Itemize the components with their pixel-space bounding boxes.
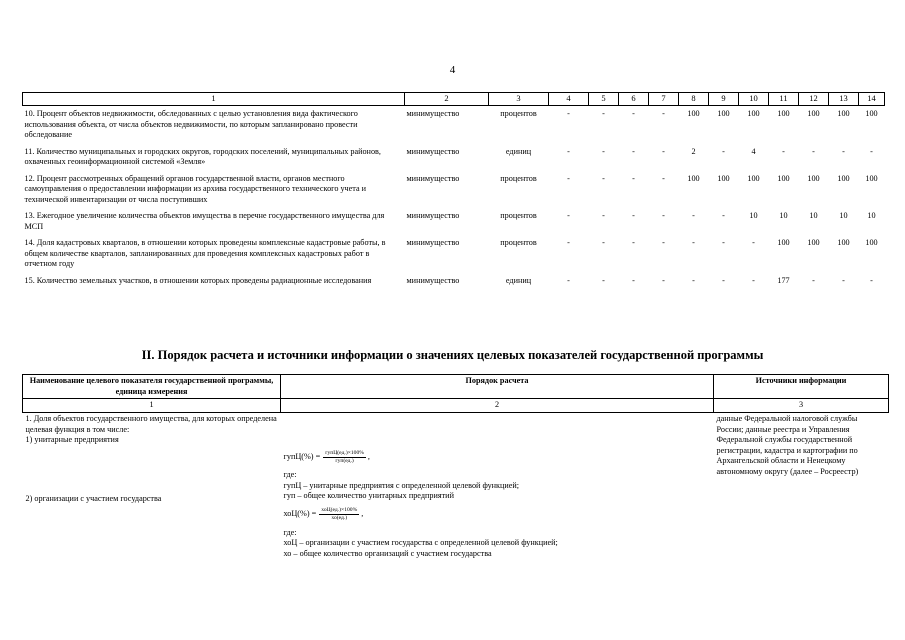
- col-header: 1: [23, 93, 405, 106]
- value-cell: -: [567, 109, 570, 118]
- value-cell: -: [722, 211, 725, 220]
- value-cell: 100: [687, 109, 700, 118]
- col-header-method: Порядок расчета: [281, 375, 714, 399]
- indicator-name: 13. Ежегодное увеличение количества объектов имущества в перечне государственного имущества для МСП: [24, 211, 385, 231]
- value-cell: -: [842, 146, 845, 156]
- sources-cell: данные Федеральной налоговой службы России; данные реестра и Управления Федеральной службы государственной регистрации, кадастра и картографии по Архангельской области и Ненецкому автономному округу (далее – Росреестр): [716, 414, 859, 476]
- value-cell: -: [632, 211, 635, 220]
- formula-organizations: хоЦ(%) = $\frac{\text{хоЦ(ед.)×100\%}}{хо(ед.)}$ ,: [283, 507, 364, 521]
- formula-fraction: [319, 507, 359, 522]
- value-cell: 10: [839, 211, 848, 220]
- indicator-unit: процентов: [500, 238, 537, 247]
- calculation-table: [22, 374, 889, 560]
- formula-unitary: гупЦ(%) = $\frac{\text{гупЦ(ед.)×100\%}}{\text{гуп(ед.)}}$ ,: [283, 449, 370, 464]
- value-cell: 100: [865, 173, 878, 183]
- value-cell: 2: [691, 146, 696, 156]
- value-cell: 10: [779, 211, 788, 220]
- table-row: [23, 208, 885, 235]
- indicator-unit: процентов: [500, 173, 537, 183]
- page-number: 4: [449, 64, 456, 76]
- formula-denominator: хо(ед.): [331, 515, 348, 521]
- indicator-name: 14. Доля кадастровых кварталов, в отношении которых проведены комплексные кадастровые работы, в общем количестве кварталов, запланированных для проведения комплексных кадастровых работ в отчетном году: [24, 238, 386, 268]
- value-cell: 100: [777, 238, 790, 247]
- value-cell: 100: [747, 173, 760, 183]
- value-cell: -: [632, 109, 635, 118]
- table-row: [23, 106, 885, 144]
- value-cell: -: [602, 238, 605, 247]
- value-cell: -: [692, 238, 695, 247]
- col-header: 5: [589, 93, 619, 106]
- value-cell: -: [567, 173, 570, 183]
- indicator-name: 12. Процент рассмотренных обращений органов государственной власти, органов местного самоуправления о предоставлении информации из архива государственного технического учета и технической инвентаризации от числа поступивших: [24, 173, 367, 204]
- value-cell: -: [602, 211, 605, 220]
- col-number: 3: [714, 399, 889, 413]
- value-cell: -: [842, 275, 845, 285]
- definition: гупЦ – унитарные предприятия с определенной целевой функцией;: [283, 480, 520, 490]
- col-header-sources: Источники информации: [714, 375, 889, 399]
- indicator-responsible: минимущество: [406, 275, 460, 285]
- table-row: [23, 235, 885, 273]
- value-cell: 100: [837, 109, 850, 118]
- value-cell: -: [752, 275, 755, 285]
- col-header: 13: [829, 93, 859, 106]
- col-header: 10: [739, 93, 769, 106]
- value-cell: -: [662, 109, 665, 118]
- value-cell: -: [870, 275, 873, 285]
- sub-indicator-organizations: 2) организации с участием государства: [25, 493, 162, 503]
- value-cell: -: [722, 238, 725, 247]
- col-number: 2: [281, 399, 714, 413]
- formula-lhs: гупЦ(%) =: [283, 451, 321, 461]
- table-row: [23, 144, 885, 171]
- value-cell: -: [662, 211, 665, 220]
- value-cell: 10: [867, 211, 876, 220]
- col-number: 1: [23, 399, 281, 413]
- value-cell: 100: [837, 173, 850, 183]
- value-cell: -: [812, 146, 815, 156]
- value-cell: 100: [717, 173, 730, 183]
- value-cell: 177: [777, 275, 790, 285]
- value-cell: 100: [865, 238, 878, 247]
- indicator-unit: единиц: [505, 275, 532, 285]
- value-cell: -: [632, 238, 635, 247]
- value-cell: 100: [807, 109, 820, 118]
- indicator-responsible: минимущество: [406, 109, 460, 118]
- table-row: [23, 413, 889, 561]
- col-header: 9: [709, 93, 739, 106]
- value-cell: 100: [747, 109, 760, 118]
- value-cell: -: [752, 238, 755, 247]
- indicators-table: [22, 92, 885, 289]
- value-cell: -: [602, 173, 605, 183]
- table-row: [23, 273, 885, 290]
- formula-lhs: хоЦ(%) =: [283, 509, 317, 519]
- value-cell: -: [662, 238, 665, 247]
- col-header: 4: [549, 93, 589, 106]
- definition: хоЦ – организации с участием государства с определенной целевой функцией;: [283, 538, 558, 547]
- value-cell: 100: [807, 173, 820, 183]
- sub-indicator-unitary: 1) унитарные предприятия: [25, 435, 119, 444]
- col-header: 6: [619, 93, 649, 106]
- value-cell: -: [567, 211, 570, 220]
- col-header: 3: [489, 93, 549, 106]
- value-cell: 100: [807, 238, 820, 247]
- indicator-responsible: минимущество: [406, 238, 460, 247]
- indicator-unit: единиц: [505, 146, 532, 156]
- indicator-unit: процентов: [500, 211, 537, 220]
- value-cell: 10: [749, 211, 758, 220]
- value-cell: 4: [751, 146, 756, 156]
- value-cell: -: [722, 146, 725, 156]
- indicator-name: 11. Количество муниципальных и городских округов, городских поселений, муниципальных районов, охваченных геоинформационной системой «Земля»: [24, 146, 381, 166]
- value-cell: 100: [687, 173, 700, 183]
- value-cell: -: [567, 146, 570, 156]
- value-cell: -: [662, 275, 665, 285]
- col-header: 11: [769, 93, 799, 106]
- value-cell: -: [662, 173, 665, 183]
- col-header: 14: [859, 93, 885, 106]
- value-cell: -: [632, 173, 635, 183]
- value-cell: -: [870, 146, 873, 156]
- value-cell: 100: [777, 173, 790, 183]
- indicator-title: 1. Доля объектов государственного имущества, для которых определена целевая функция в том числе:: [25, 414, 277, 434]
- value-cell: -: [567, 275, 570, 285]
- value-cell: -: [692, 211, 695, 220]
- table-row: [23, 171, 885, 209]
- value-cell: 100: [865, 109, 878, 118]
- definition: гуп – общее количество унитарных предприятий: [283, 491, 454, 500]
- calculation-header-row: [23, 375, 889, 399]
- section-heading: II. Порядок расчета и источники информации о значениях целевых показателей государственной программы: [141, 348, 764, 362]
- formula-denominator: гуп(ед.): [335, 457, 354, 464]
- indicator-name: 10. Процент объектов недвижимости, обследованных с целью установления вида фактического использования объекта, от числа объектов недвижимости, по которым запланировано провести обследование: [24, 109, 358, 139]
- value-cell: -: [632, 146, 635, 156]
- col-header: 12: [799, 93, 829, 106]
- value-cell: -: [602, 109, 605, 118]
- value-cell: -: [602, 275, 605, 285]
- value-cell: -: [602, 146, 605, 156]
- indicator-responsible: минимущество: [406, 211, 460, 220]
- indicators-header-row: [23, 93, 885, 106]
- value-cell: -: [692, 275, 695, 285]
- col-header-indicator: Наименование целевого показателя государственной программы, единица измерения: [23, 375, 281, 399]
- value-cell: 100: [837, 238, 850, 247]
- formula-fraction: [323, 450, 366, 465]
- indicator-responsible: минимущество: [406, 173, 460, 183]
- col-header: 7: [649, 93, 679, 106]
- value-cell: -: [812, 275, 815, 285]
- column-numbers-row: [23, 399, 889, 413]
- method-cell: [281, 413, 714, 561]
- indicator-name: 15. Количество земельных участков, в отношении которых проведены радиационные исследования: [24, 275, 372, 285]
- formula-numerator: гупЦ(ед.)×100%: [325, 449, 364, 456]
- value-cell: -: [782, 146, 785, 156]
- where-label: где:: [283, 527, 297, 537]
- formula-numerator: хоЦ(ед.)×100%: [321, 507, 358, 513]
- definition: хо – общее количество организаций с участием государства: [283, 548, 492, 558]
- indicator-cell: [23, 413, 281, 561]
- indicator-responsible: минимущество: [406, 146, 460, 156]
- value-cell: -: [632, 275, 635, 285]
- value-cell: 100: [717, 109, 730, 118]
- value-cell: 10: [809, 211, 818, 220]
- value-cell: -: [662, 146, 665, 156]
- value-cell: 100: [777, 109, 790, 118]
- col-header: 8: [679, 93, 709, 106]
- indicator-unit: процентов: [500, 109, 537, 118]
- value-cell: -: [722, 275, 725, 285]
- value-cell: -: [567, 238, 570, 247]
- col-header: 2: [405, 93, 489, 106]
- where-label: где:: [283, 470, 297, 479]
